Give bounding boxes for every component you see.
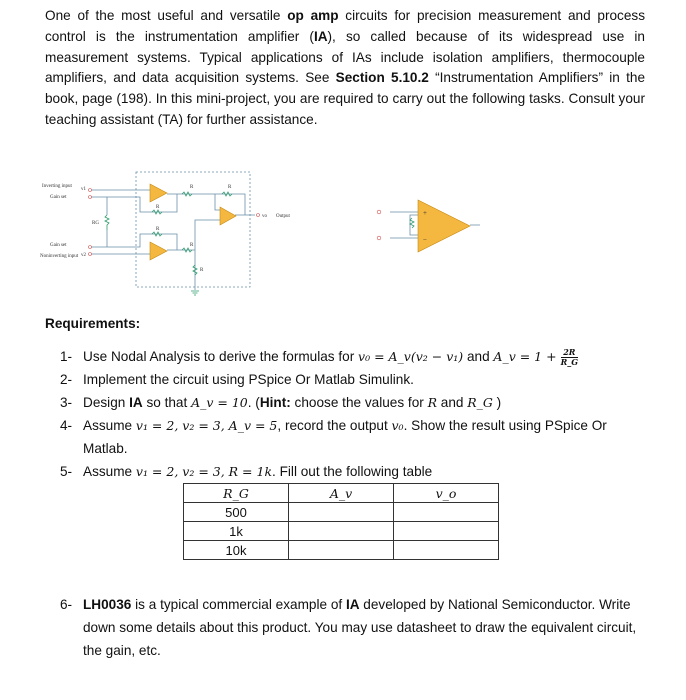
requirements-heading: Requirements: [45, 316, 141, 331]
text: Design [83, 395, 130, 410]
item-text [83, 593, 650, 662]
noninverting-input-label: Noninverting input [40, 254, 79, 259]
item-text [83, 345, 578, 368]
text: . Show the result using PSpice Or Matlab. [83, 418, 607, 456]
text: One of the most useful and versatile [45, 8, 288, 23]
resistor-label: R [190, 243, 194, 248]
text: is a typical commercial example of [131, 597, 346, 612]
text: and [463, 349, 494, 364]
text: developed by National Semiconductor. Write down some details about this product. You may use datasheet to draw the equivalent circuit, the gain, etc. [83, 597, 637, 658]
item-number: 1- [60, 349, 73, 364]
table-cell[interactable] [289, 503, 394, 522]
item-number: 4- [60, 418, 73, 433]
bold-text: op amp [287, 8, 339, 23]
header-vo: v_o [394, 484, 499, 503]
table-cell: 10k [184, 541, 289, 560]
table-header-row [184, 484, 499, 503]
math-expression: v₀ = A_v(v₂ − v₁) [358, 349, 464, 364]
item-text [83, 460, 432, 483]
table-cell[interactable] [394, 522, 499, 541]
math-expression: v₀ [391, 418, 404, 433]
text: Implement the circuit using PSpice Or Matlab Simulink. [83, 372, 414, 387]
table-cell[interactable] [289, 522, 394, 541]
resistor-label: R [200, 268, 204, 273]
math-expression: v₁ = 2, v₂ = 3, A_v = 5 [135, 418, 278, 433]
requirement-item-5 [60, 460, 650, 483]
gain-set-bottom-label: Gain set [50, 243, 67, 248]
v2-label: v2 [81, 253, 86, 258]
text: “Instrumentation Amplifiers” in the book, page (198). In this mini-project, you are required to carry out the following tasks. Consult your teaching assistant (TA) for further assistance. [45, 70, 645, 127]
minus-sign: − [423, 236, 427, 244]
table-cell: 1k [184, 522, 289, 541]
math-expression: R_G [467, 395, 493, 410]
bold-text: IA [313, 28, 328, 44]
intro-paragraph [45, 6, 645, 131]
requirement-item-2 [60, 368, 650, 391]
text: Assume [83, 418, 136, 433]
item-number: 2- [60, 372, 73, 387]
rg-label: RG [92, 221, 99, 226]
table-cell[interactable] [394, 541, 499, 560]
header-rg: R_G [184, 484, 289, 503]
output-label: Output [276, 214, 290, 219]
text: , record the output [277, 418, 392, 433]
requirement-item-6 [60, 593, 650, 662]
fraction: $\frac{2R}{R\_G}$ [560, 346, 579, 367]
gain-set-top-label: Gain set [50, 195, 67, 200]
text: . ( [247, 395, 260, 410]
bold-text: LH0036 [83, 597, 132, 612]
resistor-label: R [156, 205, 160, 210]
table-row [184, 541, 499, 560]
requirement-item-1 [60, 345, 650, 368]
text: and [436, 395, 468, 410]
opamp-3 [220, 207, 236, 225]
table-row [184, 503, 499, 522]
v1-label: v1 [81, 187, 86, 192]
bold-text: Section 5.10.2 [335, 70, 429, 86]
item-number: 5- [60, 464, 73, 479]
requirements-list [60, 345, 650, 483]
item-number: 3- [60, 395, 73, 410]
math-expression: A_v = 10 [191, 395, 248, 410]
math-expression: A_v = 1 + [493, 349, 561, 364]
requirement-item-6 [60, 593, 650, 662]
item-number: 6- [60, 597, 73, 612]
bold-text: Hint: [259, 395, 291, 410]
table-cell: 500 [184, 503, 289, 522]
resistor-label: R [156, 227, 160, 232]
opamp-symbol-large [418, 200, 470, 252]
vo-label: vo [262, 214, 267, 219]
ground-icon [191, 291, 199, 295]
text: choose the values for [290, 395, 428, 410]
requirement-item-3 [60, 391, 650, 414]
opamp-1 [150, 184, 167, 202]
math-expression: R [427, 395, 437, 410]
bold-text: IA [345, 597, 360, 612]
item-text [83, 414, 650, 460]
instrumentation-amplifier-diagram [40, 170, 480, 305]
text: so that [142, 395, 192, 410]
item-text [83, 368, 414, 391]
inverting-input-label: Inverting input [42, 184, 72, 189]
text: Assume [83, 464, 136, 479]
text: ) [492, 395, 502, 410]
text: . Fill out the following table [272, 464, 433, 479]
text: circuits for precision measurement and process control is the instrumentation amplifier ( [45, 8, 645, 44]
header-av: A_v [289, 484, 394, 503]
math-expression: v₁ = 2, v₂ = 3, R = 1k [135, 464, 273, 479]
table-cell[interactable] [289, 541, 394, 560]
item-text [83, 391, 501, 414]
requirement-item-4 [60, 414, 650, 460]
results-table [183, 483, 499, 560]
table-row [184, 522, 499, 541]
bold-text: IA [129, 395, 143, 410]
text: ), so called because of its widespread use in measurement systems. Typical applications of IAs include isolation amplifiers, thermocouple amplifiers, and data acquisition systems. See [45, 28, 645, 86]
resistor-label: R [228, 185, 232, 190]
plus-sign: + [423, 209, 427, 217]
opamp-2 [150, 242, 167, 260]
text: Use Nodal Analysis to derive the formulas for [83, 349, 359, 364]
table-cell[interactable] [394, 503, 499, 522]
resistor-label: R [190, 185, 194, 190]
